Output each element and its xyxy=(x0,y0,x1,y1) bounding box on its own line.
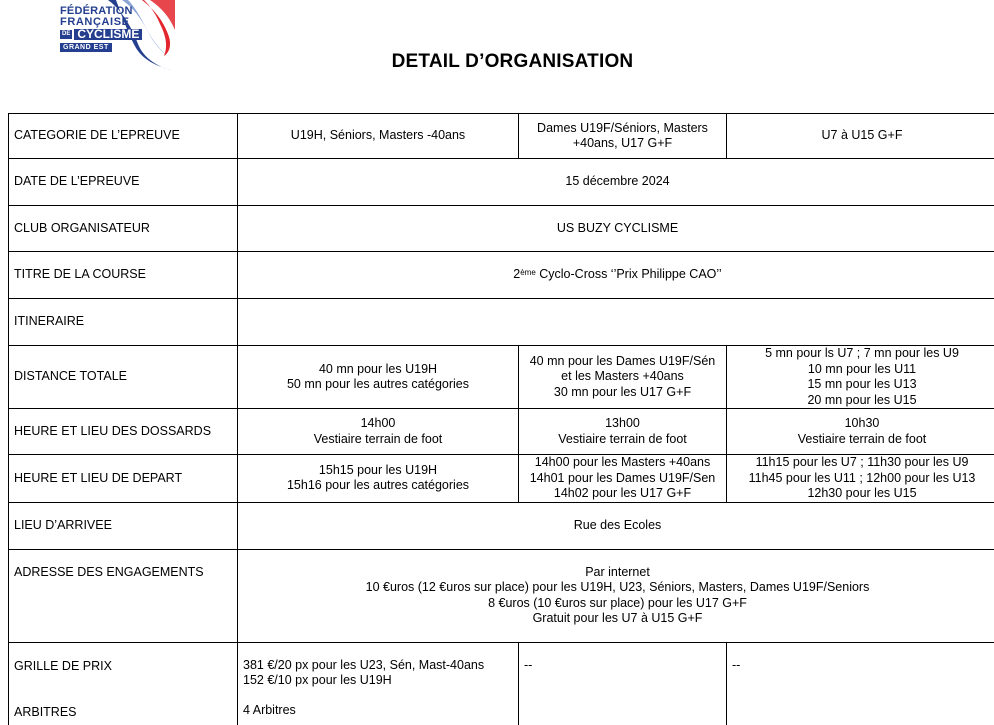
row-label-grille-arbitres xyxy=(9,642,238,725)
grille-col2: -- xyxy=(519,642,727,725)
dossards-col3 xyxy=(727,409,994,455)
row-label-grille: GRILLE DE PRIX xyxy=(14,658,112,673)
depart-col3-line3: 12h30 pour les U15 xyxy=(807,486,917,500)
table-row xyxy=(9,252,994,299)
distance-col2 xyxy=(519,346,727,409)
table-row xyxy=(9,455,994,503)
titre-text: Cyclo-Cross ‘’Prix Philippe CAO’’ xyxy=(535,267,722,282)
logo-line-1: FÉDÉRATION xyxy=(60,5,133,17)
row-label-arbitres: ARBITRES xyxy=(14,704,77,719)
arrivee-value: Rue des Ecoles xyxy=(238,502,994,549)
distance-col2-line3: 30 mn pour les U17 G+F xyxy=(553,384,692,399)
categorie-col3: U7 à U15 G+F xyxy=(727,114,994,159)
table-row xyxy=(9,346,994,409)
distance-col3-line4: 20 mn pour les U15 xyxy=(807,392,917,407)
distance-col3-line3: 15 mn pour les U13 xyxy=(807,377,917,391)
arbitres-value: 4 Arbitres xyxy=(243,702,296,717)
table-row xyxy=(9,114,994,159)
engagements-line3: 8 €uros (10 €uros sur place) pour les U17 G+F xyxy=(488,595,747,610)
page-title: DETAIL D’ORGANISATION xyxy=(391,51,634,72)
dossards-col3-line1: 10h30 xyxy=(844,416,880,430)
engagements-value xyxy=(238,549,994,642)
table-row xyxy=(9,502,994,549)
table-row xyxy=(9,159,994,206)
row-label-dossards: HEURE ET LIEU DES DOSSARDS xyxy=(9,409,238,455)
itineraire-value xyxy=(238,299,994,346)
dossards-col2 xyxy=(519,409,727,455)
depart-col3 xyxy=(727,455,994,503)
categorie-col2-line2: +40ans, U17 G+F xyxy=(572,136,673,150)
titre-superscript: ème xyxy=(520,268,536,278)
grille-col1 xyxy=(238,642,519,725)
distance-col1 xyxy=(238,346,519,409)
row-label-distance: DISTANCE TOTALE xyxy=(9,346,238,409)
row-label-titre: TITRE DE LA COURSE xyxy=(9,252,238,299)
logo-line-3-prefix: DE xyxy=(62,31,71,37)
categorie-col1: U19H, Séniors, Masters -40ans xyxy=(238,114,519,159)
dossards-col3-line2: Vestiaire terrain de foot xyxy=(797,431,927,446)
titre-number: 2 xyxy=(513,267,521,282)
dossards-col2-line2: Vestiaire terrain de foot xyxy=(558,431,687,446)
date-value: 15 décembre 2024 xyxy=(238,159,994,206)
depart-col2 xyxy=(519,455,727,503)
row-label-engagements: ADRESSE DES ENGAGEMENTS xyxy=(9,549,238,642)
row-label-arrivee: LIEU D’ARRIVEE xyxy=(9,502,238,549)
depart-col1-line2: 15h16 pour les autres catégories xyxy=(286,478,470,493)
engagements-line1: Par internet xyxy=(585,564,650,579)
distance-col2-line2: et les Masters +40ans xyxy=(561,369,684,384)
grille-col3: -- xyxy=(727,642,994,725)
depart-col1-line1: 15h15 pour les U19H xyxy=(318,462,438,477)
distance-col1-line1: 40 mn pour les U19H xyxy=(318,361,438,376)
logo-line-3: CYCLISME xyxy=(74,29,142,40)
grille-col1-line2: 152 €/10 px pour les U19H xyxy=(243,673,392,687)
distance-col3 xyxy=(727,346,994,409)
table-row xyxy=(9,549,994,642)
row-label-depart: HEURE ET LIEU DE DEPART xyxy=(9,455,238,503)
club-value: US BUZY CYCLISME xyxy=(238,206,994,252)
organisation-table xyxy=(8,113,994,725)
row-label-categorie: CATEGORIE DE L’EPREUVE xyxy=(9,114,238,159)
dossards-col2-line1: 13h00 xyxy=(605,416,640,430)
engagements-line4: Gratuit pour les U7 à U15 G+F xyxy=(532,611,703,625)
row-label-club: CLUB ORGANISATEUR xyxy=(9,206,238,252)
row-label-itineraire: ITINERAIRE xyxy=(9,299,238,346)
table-row xyxy=(9,642,994,725)
categorie-col2 xyxy=(519,114,727,159)
grille-col1-line1: 381 €/20 px pour les U23, Sén, Mast-40ans xyxy=(243,657,485,672)
engagements-line2: 10 €uros (12 €uros sur place) pour les U19H, U23, Séniors, Masters, Dames U19F/Seniors xyxy=(365,580,870,594)
table-row xyxy=(9,206,994,252)
depart-col3-line1: 11h15 pour les U7 ; 11h30 pour les U9 xyxy=(755,455,969,469)
table-row xyxy=(9,409,994,455)
row-label-date: DATE DE L’EPREUVE xyxy=(9,159,238,206)
depart-col2-line2: 14h01 pour les Dames U19F/Sen xyxy=(529,470,716,485)
depart-col2-line3: 14h02 pour les U17 G+F xyxy=(553,486,692,500)
distance-col1-line2: 50 mn pour les autres catégories xyxy=(286,377,470,391)
dossards-col1 xyxy=(238,409,519,455)
logo-line-2: FRANÇAISE xyxy=(60,16,130,28)
distance-col3-line2: 10 mn pour les U11 xyxy=(807,361,917,376)
distance-col2-line1: 40 mn pour les Dames U19F/Sén xyxy=(529,353,716,368)
dossards-col1-line2: Vestiaire terrain de foot xyxy=(313,431,443,446)
logo-line-4: GRAND EST xyxy=(60,43,112,52)
categorie-col2-line1: Dames U19F/Séniors, Masters xyxy=(537,120,708,135)
depart-col3-line2: 11h45 pour les U11 ; 12h00 pour les U13 xyxy=(748,470,976,485)
table-row xyxy=(9,299,994,346)
distance-col3-line1: 5 mn pour ls U7 ; 7 mn pour les U9 xyxy=(765,346,959,360)
depart-col1 xyxy=(238,455,519,503)
dossards-col1-line1: 14h00 xyxy=(360,416,396,430)
titre-value xyxy=(238,252,994,299)
depart-col2-line1: 14h00 pour les Masters +40ans xyxy=(534,455,711,469)
